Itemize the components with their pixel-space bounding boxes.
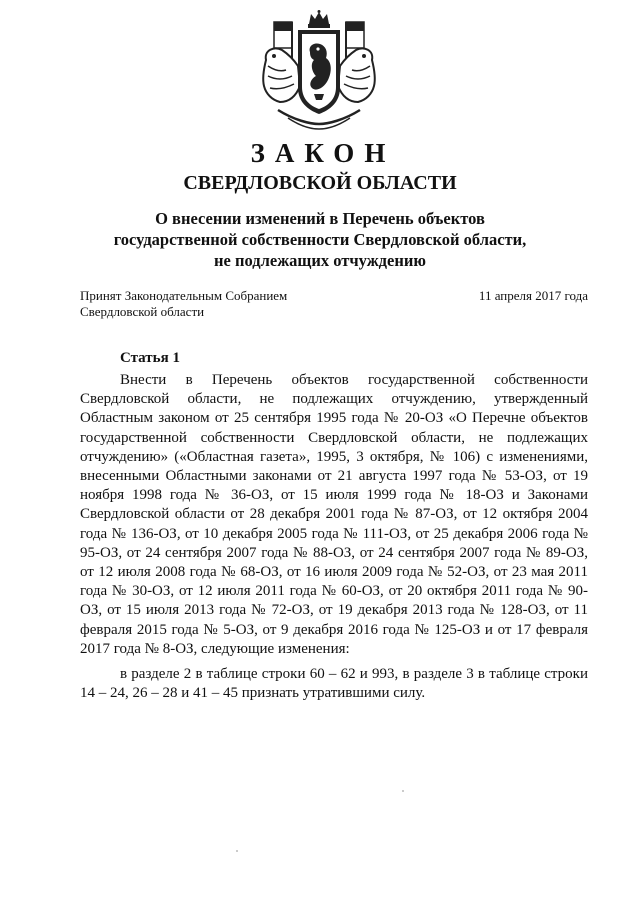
article-paragraph: Внести в Перечень объектов государственной собственности Свердловской области, не подлежащих отчуждению, утвержденный Областным законом от 25 сентября 1995 года № 20-ОЗ «О Перечне объектов государственной собственности Свердловской области, не подлежащих отчуждению» («Областная газета», 1995, 3 октября, № 106) с изменениями, внесенными Областными законами от 21 августа 1997 года № 53-ОЗ, от 19 ноября 1998 года № 36-ОЗ, от 15 июля 1999 года № 18-ОЗ и Законами Свердловской области от 28 декабря 2001 года № 87-ОЗ, от 12 октября 2004 года № 136-ОЗ, от 10 декабря 2005 года № 111-ОЗ, от 25 декабря 2006 года № 95-ОЗ, от 24 сентября 2007 года № 88-ОЗ, от 24 сентября 2007 года № 89-ОЗ, от 12 июля 2008 года № 68-ОЗ, от 16 июля 2009 года № 52-ОЗ, от 23 мая 2011 года № 30-ОЗ, от 12 июля 2011 года № 60-ОЗ, от 20 октября 2011 года № 90-ОЗ, от 15 июля 2013 года № 72-ОЗ, от 19 декабря 2013 года № 128-ОЗ, от 11 февраля 2015 года № 5-ОЗ, от 9 декабря 2016 года № 125-ОЗ и от 17 февраля 2017 года № 8-ОЗ, следующие изменения: (80, 372, 588, 657)
subject-line: О внесении изменений в Перечень объектов (155, 209, 485, 228)
subject-line: государственной собственности Свердловской области, (113, 230, 527, 249)
adoption-line: Принят Законодательным Собранием (80, 288, 288, 303)
article-heading: Статья 1 (120, 350, 180, 366)
law-subject (80, 208, 560, 271)
scan-speck (402, 790, 404, 792)
article-body (80, 371, 588, 703)
coat-of-arms-emblem (254, 10, 384, 132)
adoption-statement (80, 288, 287, 320)
law-title: ЗАКОН (250, 138, 396, 168)
article-paragraph: в разделе 2 в таблице строки 60 – 62 и 993, в разделе 3 в таблице строки 14 – 24, 26 – 28 и 41 – 45 признать утратившими силу. (80, 666, 588, 702)
subject-line: не подлежащих отчуждению (214, 251, 426, 270)
scan-speck (236, 850, 238, 852)
adoption-date: 11 апреля 2017 года (478, 288, 588, 303)
adoption-line: Свердловской области (80, 304, 205, 319)
region-title: СВЕРДЛОВСКОЙ ОБЛАСТИ (183, 172, 457, 194)
